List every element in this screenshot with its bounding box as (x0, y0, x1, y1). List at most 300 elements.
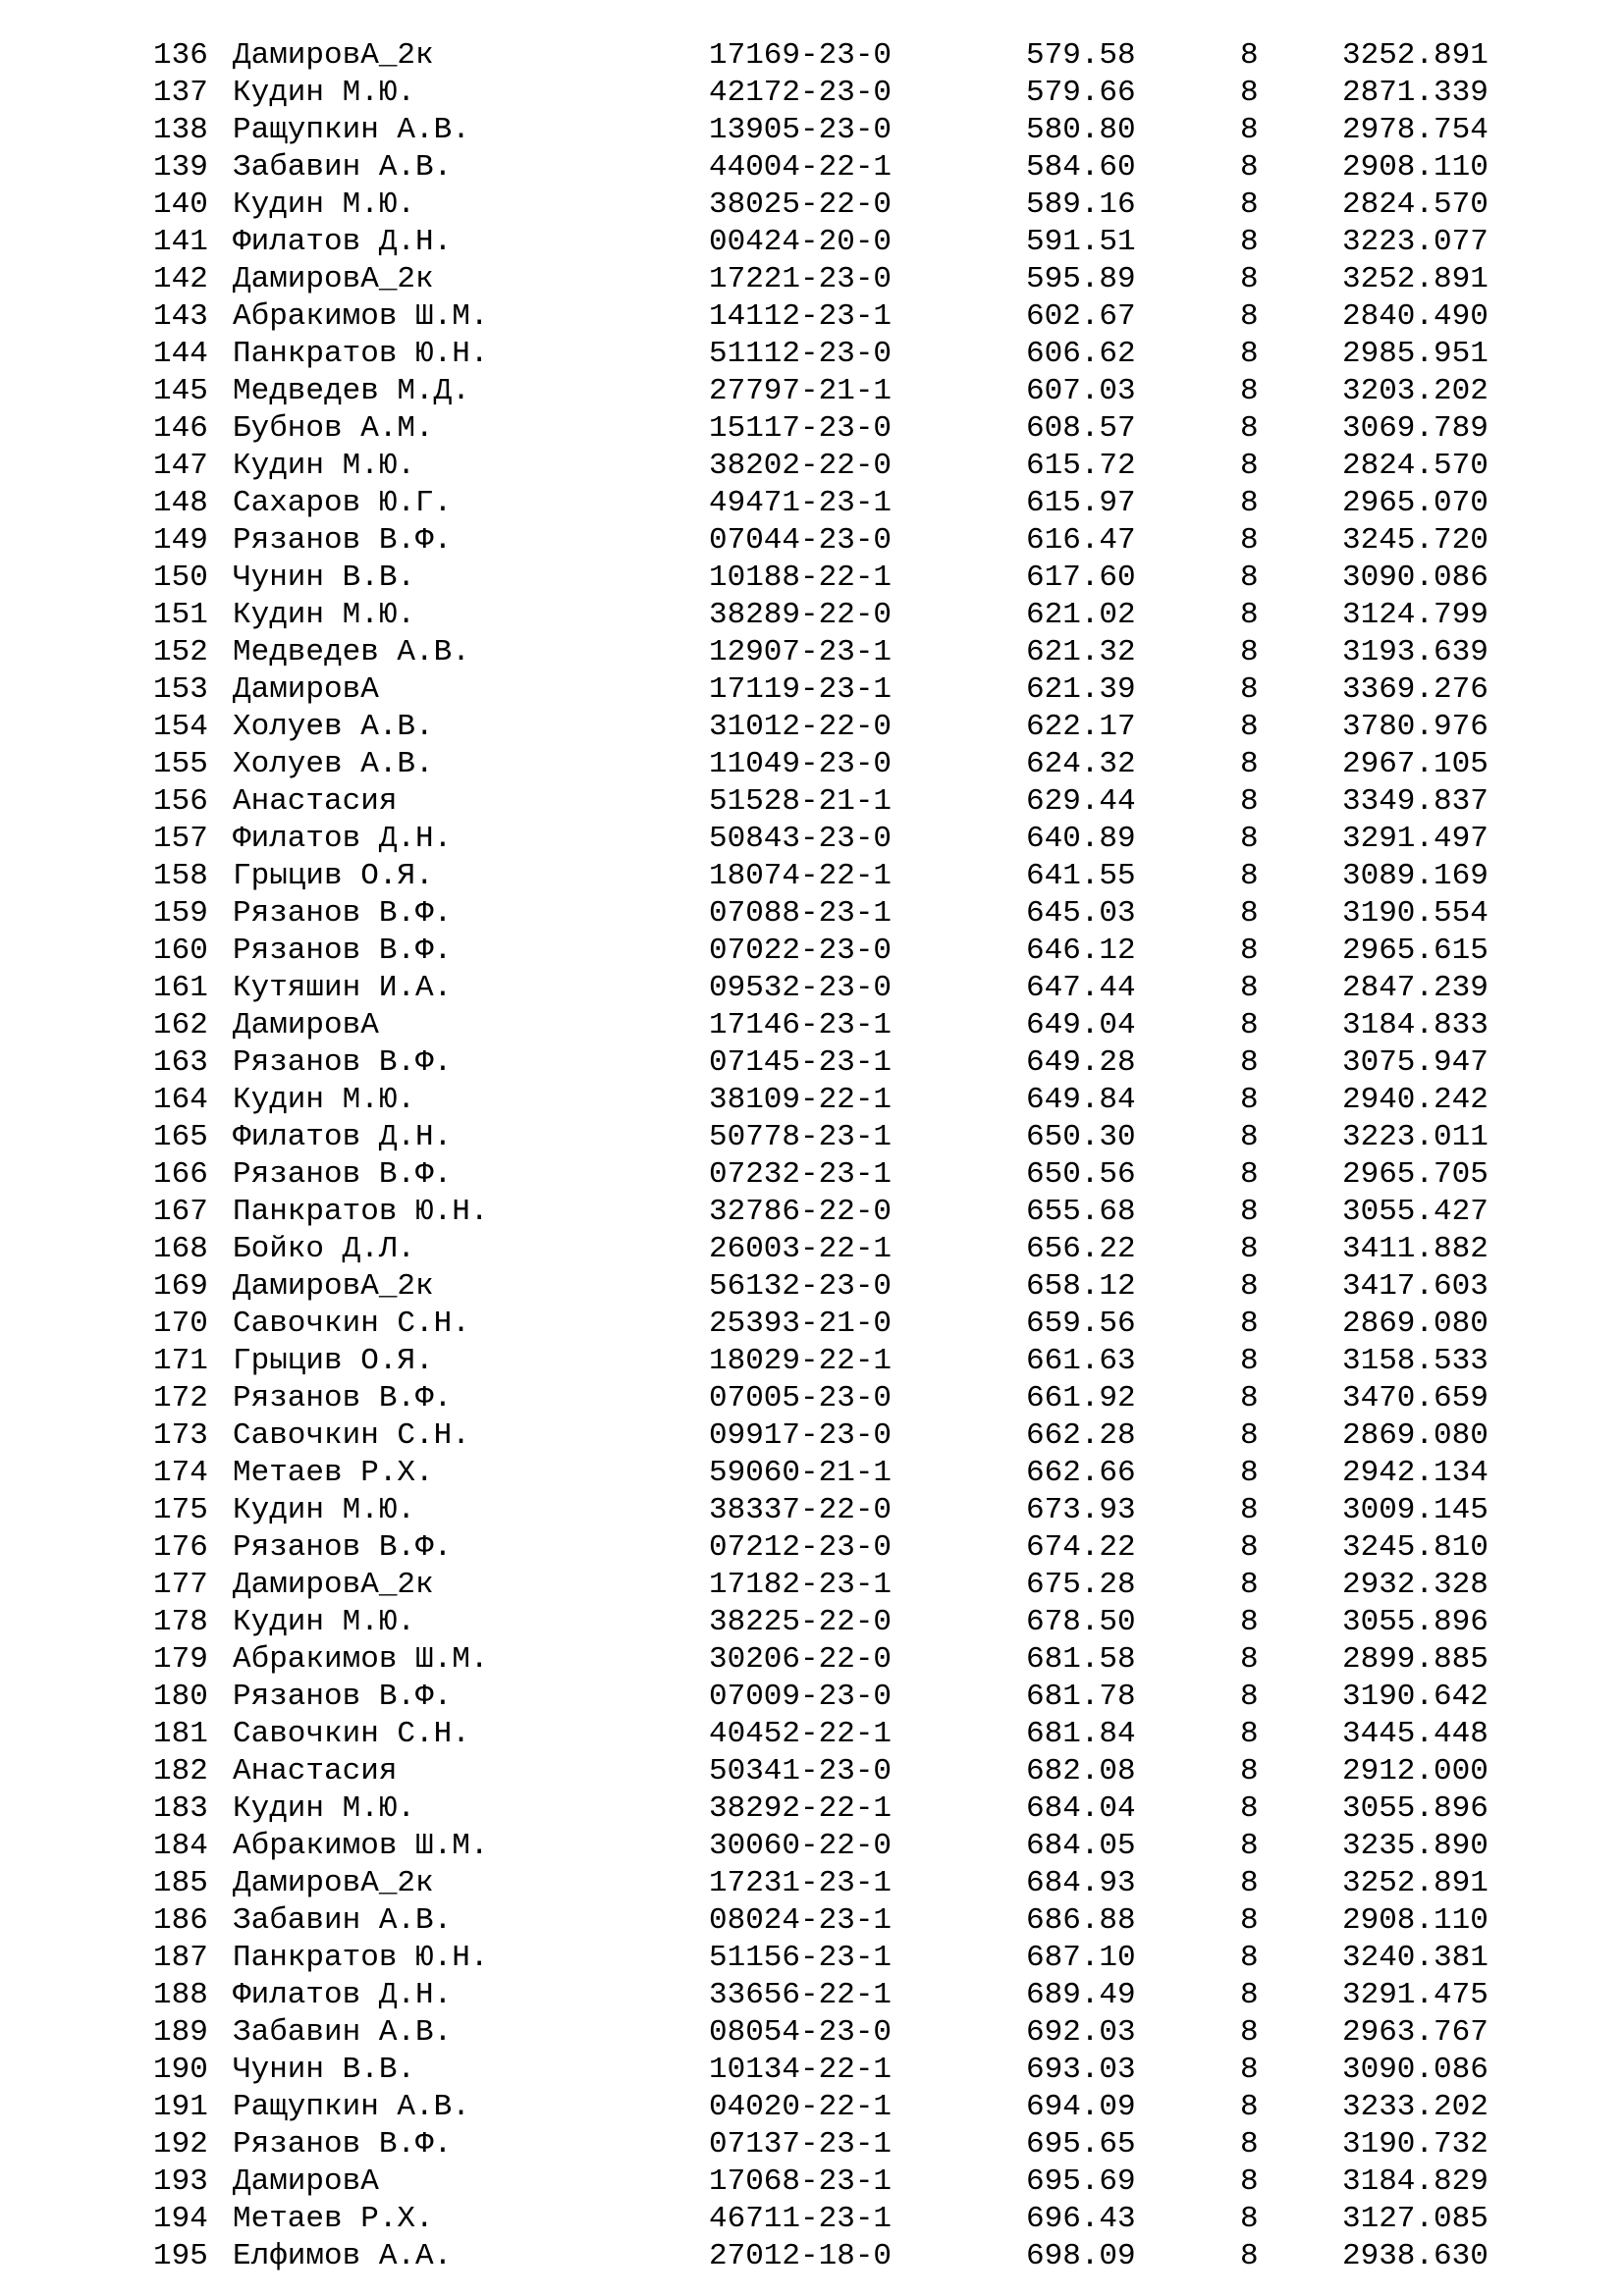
row-value: 640.89 (1026, 822, 1136, 856)
row-number: 189 (153, 2015, 208, 2050)
row-value: 602.67 (1026, 299, 1136, 334)
row-value: 675.28 (1026, 1568, 1136, 1602)
row-number: 168 (153, 1232, 208, 1266)
row-value: 674.22 (1026, 1530, 1136, 1565)
row-code: 56132-23-0 (709, 1269, 893, 1304)
row-total: 2824.570 (1342, 187, 1489, 222)
row-class: 8 (1240, 2053, 1259, 2087)
row-code: 15117-23-0 (709, 411, 893, 446)
row-class: 8 (1240, 822, 1259, 856)
row-total: 3349.837 (1342, 784, 1489, 819)
row-class: 8 (1240, 1791, 1259, 1826)
row-number: 190 (153, 2053, 208, 2087)
list-item (0, 1940, 1624, 1977)
row-class: 8 (1240, 598, 1259, 632)
row-name: Анастасия (233, 784, 398, 819)
row-name: Савочкин С.Н. (233, 1717, 470, 1751)
list-item (0, 1529, 1624, 1567)
row-number: 167 (153, 1195, 208, 1229)
list-item (0, 1790, 1624, 1828)
row-name: Рязанов В.Ф. (233, 1381, 453, 1415)
row-class: 8 (1240, 1493, 1259, 1527)
row-value: 658.12 (1026, 1269, 1136, 1304)
row-value: 698.09 (1026, 2239, 1136, 2273)
row-total: 3235.890 (1342, 1829, 1489, 1863)
row-value: 579.58 (1026, 38, 1136, 73)
row-value: 686.88 (1026, 1903, 1136, 1938)
list-item (0, 1902, 1624, 1940)
list-item (0, 1977, 1624, 2014)
row-number: 171 (153, 1344, 208, 1378)
row-number: 184 (153, 1829, 208, 1863)
row-total: 3090.086 (1342, 561, 1489, 595)
row-number: 145 (153, 374, 208, 408)
row-value: 678.50 (1026, 1605, 1136, 1639)
row-name: Забавин А.В. (233, 150, 453, 185)
row-code: 17221-23-0 (709, 262, 893, 296)
row-number: 165 (153, 1120, 208, 1154)
row-code: 08024-23-1 (709, 1903, 893, 1938)
row-value: 681.58 (1026, 1642, 1136, 1677)
row-total: 2967.105 (1342, 747, 1489, 781)
row-number: 141 (153, 225, 208, 259)
row-name: Забавин А.В. (233, 1903, 453, 1938)
row-class: 8 (1240, 1120, 1259, 1154)
row-code: 13905-23-0 (709, 113, 893, 147)
row-value: 695.65 (1026, 2127, 1136, 2162)
row-name: ДамировА_2к (233, 1269, 434, 1304)
row-value: 655.68 (1026, 1195, 1136, 1229)
row-name: Рязанов В.Ф. (233, 523, 453, 558)
row-name: Ращупкин А.В. (233, 113, 470, 147)
list-item (0, 1567, 1624, 1604)
row-code: 07232-23-1 (709, 1157, 893, 1192)
list-item (0, 485, 1624, 522)
row-value: 617.60 (1026, 561, 1136, 595)
row-code: 46711-23-1 (709, 2202, 893, 2236)
row-total: 3089.169 (1342, 859, 1489, 893)
row-name: Медведев А.В. (233, 635, 470, 669)
row-name: Кудин М.Ю. (233, 187, 416, 222)
row-name: Панкратов Ю.Н. (233, 337, 489, 371)
row-code: 27012-18-0 (709, 2239, 893, 2273)
list-item (0, 560, 1624, 597)
row-total: 3193.639 (1342, 635, 1489, 669)
row-total: 2869.080 (1342, 1307, 1489, 1341)
row-name: ДамировА (233, 1008, 379, 1042)
row-number: 185 (153, 1866, 208, 1900)
row-name: Рязанов В.Ф. (233, 896, 453, 931)
list-item (0, 2238, 1624, 2275)
row-code: 07005-23-0 (709, 1381, 893, 1415)
row-class: 8 (1240, 1232, 1259, 1266)
row-class: 8 (1240, 187, 1259, 222)
row-value: 647.44 (1026, 971, 1136, 1005)
row-code: 31012-22-0 (709, 710, 893, 744)
list-item (0, 2014, 1624, 2052)
list-item (0, 597, 1624, 634)
list-item (0, 709, 1624, 746)
row-value: 681.84 (1026, 1717, 1136, 1751)
row-value: 682.08 (1026, 1754, 1136, 1789)
row-class: 8 (1240, 299, 1259, 334)
row-number: 152 (153, 635, 208, 669)
row-name: Сахаров Ю.Г. (233, 486, 453, 520)
row-name: Холуев А.В. (233, 747, 434, 781)
row-value: 650.30 (1026, 1120, 1136, 1154)
row-value: 607.03 (1026, 374, 1136, 408)
row-total: 3291.497 (1342, 822, 1489, 856)
row-number: 144 (153, 337, 208, 371)
row-total: 3223.077 (1342, 225, 1489, 259)
list-item (0, 746, 1624, 783)
row-number: 158 (153, 859, 208, 893)
row-total: 2978.754 (1342, 113, 1489, 147)
row-total: 3252.891 (1342, 1866, 1489, 1900)
list-item (0, 224, 1624, 261)
list-item (0, 2163, 1624, 2201)
row-number: 178 (153, 1605, 208, 1639)
row-number: 188 (153, 1978, 208, 2012)
row-value: 615.72 (1026, 449, 1136, 483)
list-item (0, 1119, 1624, 1156)
row-value: 645.03 (1026, 896, 1136, 931)
row-code: 18074-22-1 (709, 859, 893, 893)
row-total: 3124.799 (1342, 598, 1489, 632)
row-number: 193 (153, 2164, 208, 2199)
row-name: Абракимов Ш.М. (233, 1829, 489, 1863)
row-total: 3240.381 (1342, 1941, 1489, 1975)
row-total: 2963.767 (1342, 2015, 1489, 2050)
row-name: Бойко Д.Л. (233, 1232, 416, 1266)
list-item (0, 858, 1624, 895)
row-number: 153 (153, 672, 208, 707)
row-name: Филатов Д.Н. (233, 1120, 453, 1154)
row-name: Ращупкин А.В. (233, 2090, 470, 2124)
row-number: 186 (153, 1903, 208, 1938)
row-name: Кудин М.Ю. (233, 598, 416, 632)
row-number: 143 (153, 299, 208, 334)
row-name: Метаев Р.Х. (233, 2202, 434, 2236)
row-class: 8 (1240, 896, 1259, 931)
row-class: 8 (1240, 1008, 1259, 1042)
row-code: 44004-22-1 (709, 150, 893, 185)
row-value: 650.56 (1026, 1157, 1136, 1192)
list-item (0, 1268, 1624, 1306)
row-number: 191 (153, 2090, 208, 2124)
row-total: 2932.328 (1342, 1568, 1489, 1602)
list-item (0, 149, 1624, 187)
row-class: 8 (1240, 2239, 1259, 2273)
row-value: 681.78 (1026, 1680, 1136, 1714)
row-number: 159 (153, 896, 208, 931)
row-name: Елфимов А.А. (233, 2239, 453, 2273)
row-code: 38292-22-1 (709, 1791, 893, 1826)
row-value: 661.92 (1026, 1381, 1136, 1415)
row-total: 3780.976 (1342, 710, 1489, 744)
row-code: 50843-23-0 (709, 822, 893, 856)
row-number: 148 (153, 486, 208, 520)
results-list (0, 37, 1624, 2275)
row-class: 8 (1240, 411, 1259, 446)
row-code: 42172-23-0 (709, 76, 893, 110)
row-code: 10134-22-1 (709, 2053, 893, 2087)
row-number: 157 (153, 822, 208, 856)
row-value: 584.60 (1026, 150, 1136, 185)
list-item (0, 187, 1624, 224)
row-code: 51112-23-0 (709, 337, 893, 371)
row-class: 8 (1240, 1903, 1259, 1938)
row-name: Рязанов В.Ф. (233, 2127, 453, 2162)
list-item (0, 75, 1624, 112)
row-value: 595.89 (1026, 262, 1136, 296)
row-number: 140 (153, 187, 208, 222)
row-number: 154 (153, 710, 208, 744)
row-name: Абракимов Ш.М. (233, 299, 489, 334)
row-number: 172 (153, 1381, 208, 1415)
row-number: 170 (153, 1307, 208, 1341)
row-name: Рязанов В.Ф. (233, 1680, 453, 1714)
row-class: 8 (1240, 1642, 1259, 1677)
row-class: 8 (1240, 2202, 1259, 2236)
list-item (0, 2201, 1624, 2238)
row-code: 32786-22-0 (709, 1195, 893, 1229)
row-name: Медведев М.Д. (233, 374, 470, 408)
row-class: 8 (1240, 1381, 1259, 1415)
row-total: 3417.603 (1342, 1269, 1489, 1304)
row-class: 8 (1240, 784, 1259, 819)
row-value: 689.49 (1026, 1978, 1136, 2012)
row-value: 629.44 (1026, 784, 1136, 819)
row-name: Панкратов Ю.Н. (233, 1195, 489, 1229)
row-value: 646.12 (1026, 934, 1136, 968)
row-number: 175 (153, 1493, 208, 1527)
row-total: 3055.896 (1342, 1605, 1489, 1639)
row-number: 192 (153, 2127, 208, 2162)
row-class: 8 (1240, 1307, 1259, 1341)
row-number: 139 (153, 150, 208, 185)
list-item (0, 1343, 1624, 1380)
list-item (0, 970, 1624, 1007)
row-class: 8 (1240, 1045, 1259, 1080)
row-number: 160 (153, 934, 208, 968)
row-total: 3055.427 (1342, 1195, 1489, 1229)
row-value: 616.47 (1026, 523, 1136, 558)
row-value: 641.55 (1026, 859, 1136, 893)
row-code: 11049-23-0 (709, 747, 893, 781)
row-code: 51156-23-1 (709, 1941, 893, 1975)
row-name: ДамировА_2к (233, 262, 434, 296)
list-item (0, 1380, 1624, 1417)
row-code: 14112-23-1 (709, 299, 893, 334)
list-item (0, 1753, 1624, 1790)
list-item (0, 2052, 1624, 2089)
list-item (0, 1306, 1624, 1343)
row-code: 08054-23-0 (709, 2015, 893, 2050)
list-item (0, 2089, 1624, 2126)
row-number: 182 (153, 1754, 208, 1789)
row-class: 8 (1240, 1829, 1259, 1863)
row-value: 621.02 (1026, 598, 1136, 632)
row-code: 59060-21-1 (709, 1456, 893, 1490)
row-class: 8 (1240, 374, 1259, 408)
list-item (0, 1679, 1624, 1716)
row-class: 8 (1240, 1754, 1259, 1789)
row-name: Кудин М.Ю. (233, 1083, 416, 1117)
row-name: Грыцив О.Я. (233, 1344, 434, 1378)
row-class: 8 (1240, 710, 1259, 744)
row-total: 3127.085 (1342, 2202, 1489, 2236)
row-code: 17182-23-1 (709, 1568, 893, 1602)
row-name: Панкратов Ю.Н. (233, 1941, 489, 1975)
row-value: 591.51 (1026, 225, 1136, 259)
row-total: 2965.615 (1342, 934, 1489, 968)
row-code: 51528-21-1 (709, 784, 893, 819)
row-class: 8 (1240, 1195, 1259, 1229)
list-item (0, 522, 1624, 560)
row-name: ДамировА_2к (233, 1568, 434, 1602)
row-class: 8 (1240, 1157, 1259, 1192)
row-value: 649.84 (1026, 1083, 1136, 1117)
row-class: 8 (1240, 1269, 1259, 1304)
row-code: 17169-23-0 (709, 38, 893, 73)
row-code: 27797-21-1 (709, 374, 893, 408)
row-code: 38225-22-0 (709, 1605, 893, 1639)
list-item (0, 1231, 1624, 1268)
row-class: 8 (1240, 150, 1259, 185)
row-total: 3009.145 (1342, 1493, 1489, 1527)
list-item (0, 2126, 1624, 2163)
row-code: 38025-22-0 (709, 187, 893, 222)
row-class: 8 (1240, 225, 1259, 259)
row-total: 3190.554 (1342, 896, 1489, 931)
row-name: ДамировА_2к (233, 38, 434, 73)
row-class: 8 (1240, 1941, 1259, 1975)
row-number: 155 (153, 747, 208, 781)
list-item (0, 1044, 1624, 1082)
row-total: 2871.339 (1342, 76, 1489, 110)
list-item (0, 1492, 1624, 1529)
row-class: 8 (1240, 1978, 1259, 2012)
row-value: 661.63 (1026, 1344, 1136, 1378)
row-class: 8 (1240, 747, 1259, 781)
row-code: 33656-22-1 (709, 1978, 893, 2012)
row-total: 3252.891 (1342, 38, 1489, 73)
row-number: 176 (153, 1530, 208, 1565)
row-name: Забавин А.В. (233, 2015, 453, 2050)
row-value: 659.56 (1026, 1307, 1136, 1341)
row-number: 183 (153, 1791, 208, 1826)
row-class: 8 (1240, 635, 1259, 669)
row-class: 8 (1240, 38, 1259, 73)
row-class: 8 (1240, 113, 1259, 147)
row-code: 12907-23-1 (709, 635, 893, 669)
row-code: 38337-22-0 (709, 1493, 893, 1527)
row-code: 40452-22-1 (709, 1717, 893, 1751)
list-item (0, 1865, 1624, 1902)
row-total: 2942.134 (1342, 1456, 1489, 1490)
row-code: 38109-22-1 (709, 1083, 893, 1117)
row-class: 8 (1240, 1680, 1259, 1714)
row-code: 38202-22-0 (709, 449, 893, 483)
row-number: 180 (153, 1680, 208, 1714)
row-class: 8 (1240, 523, 1259, 558)
row-number: 177 (153, 1568, 208, 1602)
row-total: 3223.011 (1342, 1120, 1489, 1154)
row-number: 142 (153, 262, 208, 296)
row-class: 8 (1240, 1456, 1259, 1490)
row-value: 656.22 (1026, 1232, 1136, 1266)
row-class: 8 (1240, 1605, 1259, 1639)
list-item (0, 1082, 1624, 1119)
row-value: 694.09 (1026, 2090, 1136, 2124)
row-value: 608.57 (1026, 411, 1136, 446)
list-item (0, 37, 1624, 75)
row-class: 8 (1240, 76, 1259, 110)
row-name: ДамировА (233, 672, 379, 707)
row-class: 8 (1240, 2164, 1259, 2199)
row-total: 2908.110 (1342, 150, 1489, 185)
row-value: 579.66 (1026, 76, 1136, 110)
row-class: 8 (1240, 1530, 1259, 1565)
row-code: 07009-23-0 (709, 1680, 893, 1714)
row-number: 162 (153, 1008, 208, 1042)
row-number: 173 (153, 1418, 208, 1453)
row-number: 138 (153, 113, 208, 147)
row-code: 30060-22-0 (709, 1829, 893, 1863)
row-name: Чунин В.В. (233, 2053, 416, 2087)
row-class: 8 (1240, 672, 1259, 707)
row-code: 07044-23-0 (709, 523, 893, 558)
row-total: 3411.882 (1342, 1232, 1489, 1266)
list-item (0, 298, 1624, 336)
row-code: 17231-23-1 (709, 1866, 893, 1900)
row-value: 589.16 (1026, 187, 1136, 222)
list-item (0, 261, 1624, 298)
list-item (0, 1641, 1624, 1679)
list-item (0, 783, 1624, 821)
row-code: 17146-23-1 (709, 1008, 893, 1042)
row-code: 18029-22-1 (709, 1344, 893, 1378)
row-total: 3190.642 (1342, 1680, 1489, 1714)
row-total: 3252.891 (1342, 262, 1489, 296)
row-class: 8 (1240, 934, 1259, 968)
row-code: 25393-21-0 (709, 1307, 893, 1341)
row-name: Грыцив О.Я. (233, 859, 434, 893)
row-value: 662.28 (1026, 1418, 1136, 1453)
row-total: 3291.475 (1342, 1978, 1489, 2012)
row-name: Рязанов В.Ф. (233, 1157, 453, 1192)
row-code: 50778-23-1 (709, 1120, 893, 1154)
row-name: Кудин М.Ю. (233, 1605, 416, 1639)
row-name: Савочкин С.Н. (233, 1418, 470, 1453)
row-total: 2985.951 (1342, 337, 1489, 371)
row-total: 3233.202 (1342, 2090, 1489, 2124)
row-total: 3069.789 (1342, 411, 1489, 446)
row-class: 8 (1240, 2015, 1259, 2050)
row-total: 2824.570 (1342, 449, 1489, 483)
row-total: 2965.705 (1342, 1157, 1489, 1192)
row-name: Абракимов Ш.М. (233, 1642, 489, 1677)
row-code: 17068-23-1 (709, 2164, 893, 2199)
row-number: 174 (153, 1456, 208, 1490)
row-code: 07137-23-1 (709, 2127, 893, 2162)
row-total: 3245.810 (1342, 1530, 1489, 1565)
row-total: 3184.833 (1342, 1008, 1489, 1042)
row-class: 8 (1240, 337, 1259, 371)
row-number: 150 (153, 561, 208, 595)
row-code: 30206-22-0 (709, 1642, 893, 1677)
